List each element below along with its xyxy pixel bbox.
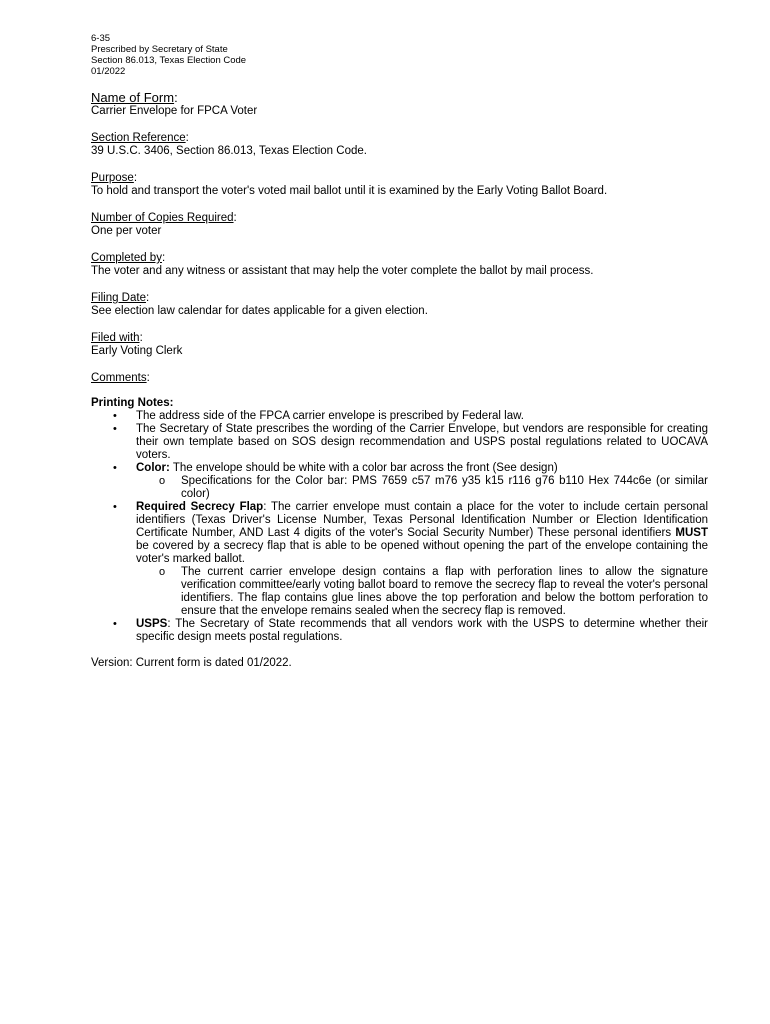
copies-value: One per voter: [91, 225, 162, 237]
secrecy-flap-detail: The current carrier envelope design contains a flap with perforation lines to allow the signature verification committee/early voting ballot board to remove the secrecy flap to reveal the voter's personal identifiers. The flap contains glue lines above the top perforation and below the bottom perforation to ensure that the envelope remains sealed when the secrecy flap is removed.: [181, 566, 708, 617]
circle-bullet-icon: o: [159, 475, 166, 487]
color-spec: Specifications for the Color bar: PMS 7659 c57 m76 y35 k15 r116 g76 b110 Hex 744c6e (or similar color): [181, 475, 708, 500]
name-of-form-value: Carrier Envelope for FPCA Voter: [91, 105, 258, 117]
printing-notes-list: [91, 410, 708, 644]
address-note: The address side of the FPCA carrier envelope is prescribed by Federal law.: [136, 410, 524, 422]
color-label: Color:: [136, 462, 170, 474]
list-item: [91, 618, 708, 644]
section-reference-value: 39 U.S.C. 3406, Section 86.013, Texas Election Code.: [91, 145, 367, 157]
completed-by-label: Completed by: [91, 252, 162, 264]
list-item: [91, 462, 708, 501]
completed-by-section: Completed by: The voter and any witness or assistant that may help the voter complete the ballot by mail process.: [91, 252, 708, 278]
section-reference-section: Section Reference: 39 U.S.C. 3406, Section 86.013, Texas Election Code.: [91, 132, 708, 158]
color-sublist: [136, 475, 708, 501]
filed-with-value: Early Voting Clerk: [91, 345, 183, 357]
secrecy-note-start: : The carrier envelope must contain a place for the voter to include certain personal identifiers (Texas Driver's License Number, Texas Personal Identification Number or Election Identification Certificate Number, AND Last 4 digits of the voter's Social Security Number) These personal identifiers: [136, 501, 709, 539]
bullet-icon: •: [113, 501, 117, 513]
wording-note: The Secretary of State prescribes the wording of the Carrier Envelope, but vendors are responsible for creating their own template based on SOS design recommendation and USPS postal regulations related to UOCAVA voters.: [136, 423, 708, 461]
completed-by-value: The voter and any witness or assistant that may help the voter complete the ballot by mail process.: [91, 265, 594, 277]
section-reference-label: Section Reference: [91, 132, 186, 144]
filed-with-section: Filed with: Early Voting Clerk: [91, 332, 708, 358]
form-number: 6-35: [91, 33, 111, 44]
color-note: The envelope should be white with a color bar across the front (See design): [169, 462, 558, 474]
list-item: [91, 410, 708, 423]
list-item: [91, 501, 708, 618]
name-of-form-label: Name of Form: [91, 90, 175, 105]
document-page: [91, 33, 708, 670]
purpose-value: To hold and transport the voter's voted mail ballot until it is examined by the Early Voting Ballot Board.: [91, 185, 608, 197]
list-item: [136, 566, 708, 618]
version-note: Version: Current form is dated 01/2022.: [91, 657, 292, 669]
bullet-icon: •: [113, 462, 117, 474]
bullet-icon: •: [113, 423, 117, 435]
usps-note: : The Secretary of State recommends that all vendors work with the USPS to determine whether their specific design meets postal regulations.: [136, 618, 708, 643]
circle-bullet-icon: o: [159, 566, 166, 578]
prescribed-by: Prescribed by Secretary of State: [91, 44, 228, 55]
bullet-icon: •: [113, 410, 117, 422]
secrecy-label: Required Secrecy Flap: [136, 501, 264, 513]
list-item: [91, 423, 708, 462]
filed-with-label: Filed with: [91, 332, 140, 344]
printing-notes-title: Printing Notes:: [91, 397, 174, 409]
must-emphasis: MUST: [675, 527, 708, 539]
comments-section: Comments:: [91, 372, 150, 384]
secrecy-sublist: [136, 566, 708, 618]
document-header: [91, 33, 708, 77]
code-section: Section 86.013, Texas Election Code: [91, 55, 247, 66]
usps-label: USPS: [136, 618, 168, 630]
bullet-icon: •: [113, 618, 117, 630]
name-of-form-section: Name of Form: Carrier Envelope for FPCA Voter: [91, 91, 708, 118]
purpose-section: Purpose: To hold and transport the voter's voted mail ballot until it is examined by the Early Voting Ballot Board.: [91, 172, 708, 198]
purpose-label: Purpose: [91, 172, 134, 184]
comments-label: Comments: [91, 372, 147, 384]
form-date: 01/2022: [91, 66, 126, 77]
copies-label: Number of Copies Required: [91, 212, 234, 224]
filing-date-value: See election law calendar for dates applicable for a given election.: [91, 305, 428, 317]
filing-date-label: Filing Date: [91, 292, 146, 304]
copies-section: Number of Copies Required: One per voter: [91, 212, 708, 238]
secrecy-note-end: be covered by a secrecy flap that is able to be opened without opening the part of the envelope containing the voter's marked ballot.: [136, 540, 708, 565]
list-item: [136, 475, 708, 501]
filing-date-section: Filing Date: See election law calendar for dates applicable for a given election.: [91, 292, 708, 318]
